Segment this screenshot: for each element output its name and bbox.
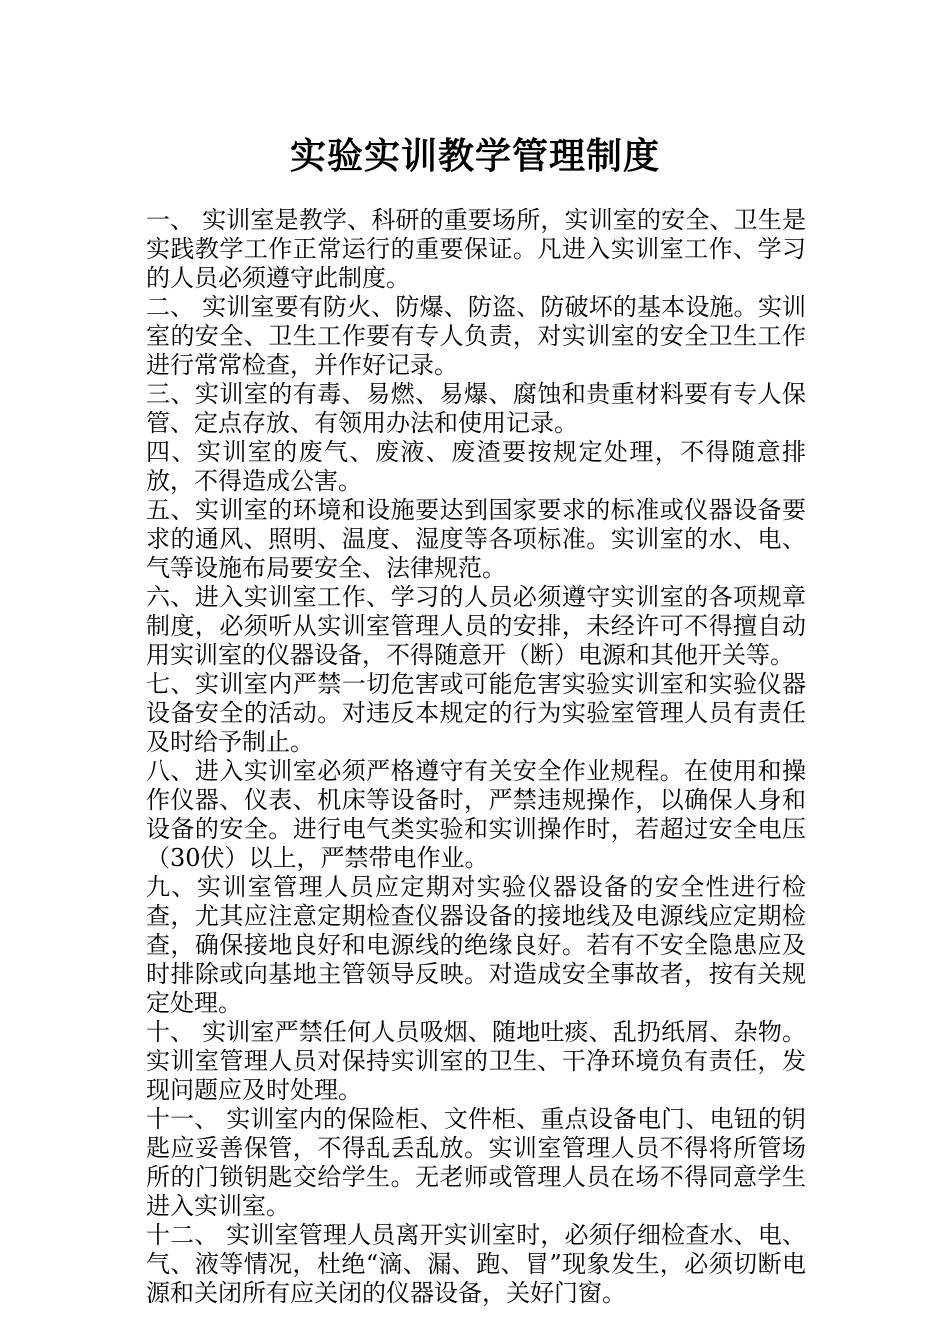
clause-6: 六、进入实训室工作、学习的人员必须遵守实训室的各项规章制度，必须听从实训室管理人员的安排，未经许可不得擅自动用实训室的仪器设备，不得随意开（断）电源和其他开关等。 <box>146 583 806 669</box>
clause-7: 七、实训室内严禁一切危害或可能危害实验实训室和实验仪器设备安全的活动。对违反本规定的行为实验室管理人员有责任及时给予制止。 <box>146 670 806 756</box>
clause-9: 九、实训室管理人员应定期对实验仪器设备的安全性进行检查，尤其应注意定期检查仪器设备的接地线及电源线应定期检查，确保接地良好和电源线的绝缘良好。若有不安全隐患应及时排除或向基地主管领导反映。对造成安全事故者，按有关规定处理。 <box>146 873 806 1017</box>
clause-2: 二、 实训室要有防火、防爆、防盗、防破坏的基本设施。实训室的安全、卫生工作要有专人负责，对实训室的安全卫生工作进行常常检查，并作好记录。 <box>146 293 806 379</box>
document-body <box>146 206 806 1308</box>
clause-11: 十一、 实训室内的保险柜、文件柜、重点设备电门、电钮的钥匙应妥善保管，不得乱丢乱放。实训室管理人员不得将所管场所的门锁钥匙交给学生。无老师或管理人员在场不得同意学生进入实训室。 <box>146 1105 806 1220</box>
clause-8: 八、进入实训室必须严格遵守有关安全作业规程。在使用和操作仪器、仪表、机床等设备时，严禁违规操作，以确保人身和设备的安全。进行电气类实验和实训操作时，若超过安全电压（30伏）以上，严禁带电作业。 <box>146 757 806 872</box>
clause-1: 一、 实训室是教学、科研的重要场所，实训室的安全、卫生是实践教学工作正常运行的重要保证。凡进入实训室工作、学习的人员必须遵守此制度。 <box>146 206 806 292</box>
clause-4: 四、实训室的废气、废液、废渣要按规定处理，不得随意排放，不得造成公害。 <box>146 438 806 495</box>
clause-12: 十二、 实训室管理人员离开实训室时，必须仔细检查水、电、气、液等情况，杜绝“滴、漏、跑、冒”现象发生，必须切断电源和关闭所有应关闭的仪器设备，关好门窗。 <box>146 1221 806 1307</box>
clause-5: 五、实训室的环境和设施要达到国家要求的标准或仪器设备要求的通风、照明、温度、湿度等各项标准。实训室的水、电、气等设施布局要安全、法律规范。 <box>146 496 806 582</box>
clause-3: 三、实训室的有毒、易燃、易爆、腐蚀和贵重材料要有专人保管、定点存放、有领用办法和使用记录。 <box>146 380 806 437</box>
clause-10: 十、 实训室严禁任何人员吸烟、随地吐痰、乱扔纸屑、杂物。实训室管理人员对保持实训室的卫生、干净环境负有责任，发现问题应及时处理。 <box>146 1018 806 1104</box>
document-title: 实验实训教学管理制度 <box>289 135 660 177</box>
